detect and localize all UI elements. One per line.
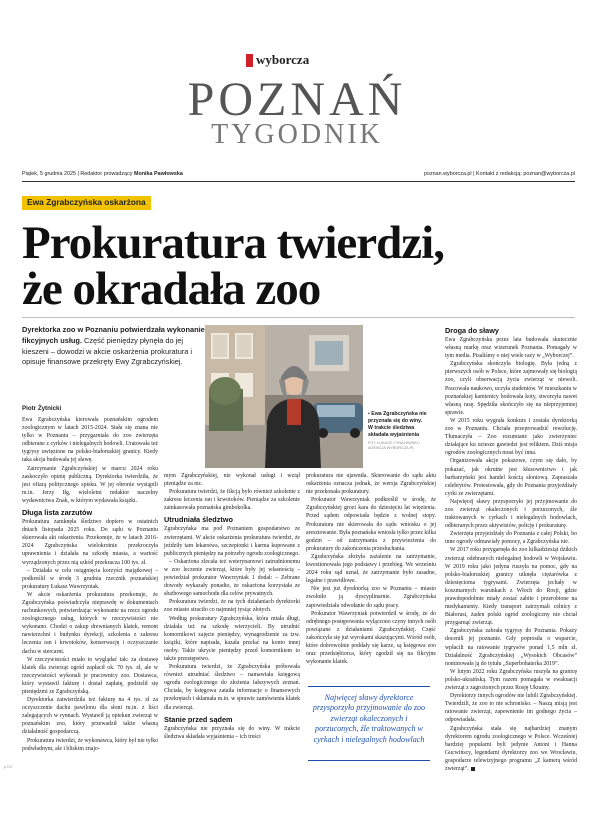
photo-caption — [368, 411, 428, 451]
info-bar — [22, 171, 575, 177]
section-heading: Utrudniała śledztwo — [164, 515, 233, 525]
photo-caption-text — [368, 411, 428, 439]
masthead-weekly: TYGODNIK — [211, 119, 383, 150]
masthead-divider — [22, 181, 575, 182]
col4-paragraph — [445, 725, 577, 774]
info-bar-contact: poznan.wyborcza.pl | Kontakt z redakcją: poznan@wyborcza.pl — [423, 171, 575, 177]
col2-paragraph: – Oskarżona zlecała też weterynarzowi zatrudnionemu w zoo leczenie zwierząt, które były jej własnością – powiedział prokurator Wawrzyniak 1 dodał: – Zebrane dowody wykazały ponadto, że oskarżona korzystała ze służbowego samochodu dla celów prywatnych. — [164, 558, 300, 598]
article-kicker: Ewa Zgrabczyńska oskarżona — [22, 196, 151, 210]
col1-paragraph: Dyrektorka zatwierdziła też fakturę na 4 tys. zł za oczyszczenie dachu pawilonu dla słoni m.in. z liści zalegających w rynnach. Wystawił ją opiekun zwierząt w poznańskim zoo, który przewadził także własną działalność gospodarczą. — [22, 697, 158, 736]
brand-name: wyborcza — [256, 52, 310, 67]
col3-paragraph: prokuratura nie ujawniła. Skierowanie do sądu aktu oskarżenia oznacza jednak, że wersja Zgrabczyńskiej nie przekonała prokuratury. — [306, 473, 436, 496]
col1-paragraph: – Działała w celu osiągnięcia korzyści majątkowej – podkreślił w środę 3 grudnia rzecznik poznańskiej prokuratury Łukasz Wawrzyniak. — [22, 567, 158, 590]
info-bar-left — [22, 171, 183, 177]
article-column-3 — [306, 472, 436, 666]
headline-line-1: Prokuratura twierdzi, — [22, 217, 444, 269]
col1-paragraph: W akcie oskarżenia prokuratura przekonuje, że Zgrabczyńska poświadczyła nieprawdę w dokumentach rachunkowych, potwierdzając wykonanie na rzecz ogrodu zoologicznego usług, których w rzeczywistości nie wykonano. Chodzi o zakup drewnianych klatek, remont nawierzchni i budynku dyrekcji, szkolenia z zakresu leczenia ran i krwotoków, konserwację i oczyszczanie dachu w stercarni. — [22, 591, 158, 655]
brand-logo — [246, 52, 309, 68]
caption-bullet-icon: ▪ — [368, 411, 372, 417]
photo-credit: FOT. ŁUKASZ CYNALEWSKI / AGENCJA WYBORCZA.PL — [368, 441, 421, 450]
col4-paragraph: W 2017 roku przygarnęła do zoo kilkadziesiąt dzikich zwierząt odebranych nielegalnej hodowli w Wojsławiu. W 2019 roku jako jedyna ruszyła na pomoc, gdy na polsko-białoruskiej granicy utknęła ciężarówka z dziesięcioma tygrysami. Zwierzęta jechały w koszmarnych warunkach z Włoch do Rosji, gdzie prawdopodobnie miały zostać zabite i przerobione na medykamenty. Kiedy transport zatrzymali celnicy z Białorusi, żaden polski ogród zoologiczny nie chciał przygarnąć zwierząt. — [445, 547, 577, 627]
col1-paragraph: W rzeczywistości miało to wyglądać tak: za dostawę klatek dla zwierząt ogród zapłacił ok. 70 tys. zł, ale w rzeczywistości wykonali je pracownicy zoo. Dostawca, który wystawił fakturę i dostał zapłatę, podzielił się pieniędzmi ze Zgrabczyńską. — [22, 656, 158, 695]
article-lead — [22, 325, 205, 368]
section-heading: Długa lista zarzutów — [22, 508, 93, 518]
brand-mark-icon — [246, 54, 253, 67]
col4-paragraph: Zgrabczyńska zabrała tygrysy do Poznania. Pokazy docenili jej poznanie. Gdy poprosiła o wsparcie, wpłacili na ratowanie tygrysów ponad 1,5 mln zł. Działalność Zgrabczyńskiej „Wysokich Obcasów” nominowała ją do tytułu „Superbohaterka 2019”. — [445, 628, 577, 667]
article-column-4 — [445, 326, 577, 773]
col4-last-text: Zgrabczyńska stała się najbardziej znanym dyrektorem ogrodu zoologicznego w Polsce. Wcześniej bardziej popularni byli jedynie Antoni i Hanna Gucwińscy, legendarni dyrektorzy zoo we Wrocławiu, gospodarze telewizyjnego programu „Z kamerą wśród zwierząt”. — [445, 725, 577, 772]
col1-paragraph: Prokuratura zamknęła śledztwo dopiero w ostatnich dniach listopada 2025 roku. Do sądu w Poznaniu skierowała akt oskarżenia. Przekonuje, że w latach 2016-2024 Zgrabczyńska wielokrotnie przekroczyła uprawnienia i działała na szkodę miasta, a wartość wyrządzonych przez nią szkód przekracza 100 tys. zł. — [22, 519, 158, 566]
photo-illustration — [205, 325, 363, 468]
col3-paragraph: Nie jest już dyrektorką zoo w Poznaniu – miasto zwolniło ją dyscyplinarnie. Zgrabczyńska zapowiedziała odwołanie do sądu pracy. — [306, 586, 436, 609]
col3-paragraph: Zgrabczyńska złożyła zażalenie na zatrzymanie, kwestionowała jego podstawy i przebieg. We wrześniu 2024 roku sąd uznał, że zatrzymanie było zasadne, legalne i prawidłowe. — [306, 553, 436, 585]
section-heading: Droga do sławy — [445, 326, 499, 335]
col2-paragraph: Według prokuratury Zgrabczyńska, która miała długi, działała też na szkodę wierzycieli. By utrudnić komornikowi zajęcie pieniędzy, wynagrodzenie za tzw. książki, które napisała, kazała przelać na konto innej osoby. Takie ukrycie pieniędzy przed komornikiem to także przestępstwo. — [164, 615, 300, 662]
pullquote: Najwięcej sławy dyrektorce przysporzyło przyjmowanie do zoo zwierząt okaleczonych i porzuconych, źle traktowanych w cyrkach i nielegalnych hodowlach — [312, 693, 426, 744]
col2-paragraph: Prokuratura twierdzi, że fikcją było również szkolenie z zakresu leczenia ran i krwotoków. Pieniądze za szkolenie zainkasowała poznańska gimbokolka. — [164, 489, 300, 512]
pullquote-rule-top — [308, 686, 430, 687]
article-column-1 — [22, 404, 158, 753]
issue-date: Piątek, 5 grudnia 2025 | Redaktor prowadzący — [22, 171, 133, 177]
col4-paragraph: Najwięcej sławy przysporzyło jej przyjmowanie do zoo zwierząt okaleczonych i porzuconych, źle traktowanych w cyrkach i nielegalnych hodowlach, odbieranych przez aktywistów, policję i prokuraturę. — [445, 498, 577, 530]
col3-paragraph: Prokurator Wawrzyniak potwierdził w środę, że do odrębnego postępowania wyłączono czyny innych osób powiązane z działaniami Zgrabczyńskiej. Część zakończyła się już wyrokami skazującymi. Wśród osób, które dobrowolnie poddały się karze, są księgowa zoo oraz przedsiębiorca, który zgodził się na fikcyjne wykonanie klatek. — [306, 610, 436, 666]
masthead-city: POZNAŃ — [187, 73, 407, 126]
col2-paragraph: Zgrabczyńska ma pod Poznaniem gospodarstwo ze zwierzętami. W akcie oskarżenia prokuratura twierdzi, że jeździły tam lekarstwa, szczepionki i karma kupowane z publicznych pieniędzy na potrzeby ogrodu zoologicznego. — [164, 526, 300, 557]
end-of-article-icon — [471, 767, 475, 771]
headline-line-2: że okradała zoo — [22, 263, 321, 315]
col4-paragraph: Zwierzęta przyjeżdżały do Poznania z całej Polski, bo inne ogrody odmawiały pomocy, a Zgrabczyńska nie. — [445, 531, 577, 546]
col1-paragraph: Prokuratura twierdzi, że wykonawca, który był nie tylko podwładnym, ale i bliskim znajo- — [22, 737, 158, 752]
article-author: Piotr Żytnicki — [22, 405, 62, 412]
col4-paragraph: Ewa Zgrabczyńska przez lata budowała skutecznie własną markę oraz wizerunek Poznania. Pomagały w tym media. Pisaliśmy o niej wiele razy w „Wyborczej”. — [445, 337, 577, 360]
pullquote-rule-bottom — [308, 760, 430, 761]
col4-paragraph: W 2015 roku wygrała konkurs i została dyrektorką zoo w Poznaniu. Chciała przeprowadzić rewolucję. Tłumaczyła – Zoo rozumiane jako zwierzyniec działające ku uciesze gawiedzi jest reliktem. Dziś misja ogrodów zoologicznych musi być inna. — [445, 417, 577, 457]
col4-paragraph: W lutym 2022 roku Zgrabczyńska ruszyła na granicę polsko-ukraińską. Tym razem pomagała w ewakuacji zwierząt z zagrożonych przez Rosję Ukrainy. — [445, 668, 577, 692]
col1-paragraph: Zatrzymanie Zgrabczyńskiej w marcu 2024 roku zaskoczyło opinię publiczną. Dyrektorka twierdziła, że jest ofiarą politycznego spisku. W jej obronie wystąpili m.in. Jerzy Iłg, wieloletni redaktor naczelny wydawnictwa Znak, w którym wydawała książki. — [22, 465, 158, 504]
col1-paragraph: Ewa Zgrabczyńska kierowała poznańskim ogrodem zoologicznym w latach 2015-2024. Stała się znana nie tylko w Poznaniu – przygarniała do zoo zwierzęta odbierane z cyrków i nielegalnych hodowli. Uratowała też tygrysy uwięzione na polsko-białoruskiej granicy. Kiedy taka akcja budowała jej sławę. — [22, 417, 158, 464]
headline-divider — [22, 317, 575, 318]
col2-paragraph: Zgrabczyńska nie przyznała się do winy. W trakcie śledztwa składała wyjaśnienia – ich treści — [164, 725, 300, 740]
article-headline — [22, 217, 582, 315]
page-code: p7/d — [4, 764, 12, 769]
col3-paragraph: Prokurator Wawrzyniak podkreślił w środę, że Zgrabczyńskiej grozi kara do dziesięciu lat więzienia. Przed sądem odpowiada będzie z wolnej stopy. Prokuratura nie skierowała do sądu wniosku o jej aresztowanie. Była poznańska wniosła tylko przez kilka godzin – od zatrzymania z przywiezienia do prokuratury do zakończenia przesłuchania. — [306, 497, 436, 552]
col2-paragraph: Prokuratura twierdzi, że Zgrabczyńska próbowała również utrudniać śledztwo – namawiała księgową ogrodu zoologicznego do złożenia fałszywych zeznań. Chciała, by księgowa zataiła informacje o finansowych przekrętach i skłamała m.in. w sprawie zamówienia klatek dla zwierząt. — [164, 664, 300, 711]
col4-paragraph: Zgrabczyńska skończyła biologię. Była jedną z pierwszych osób w Polsce, które zajmowały się biologią zoo, czyli obserwacją życia zwierząt w niewoli. Pracowała naukowo, uczyła studentów. W mieszkaniu w poznańskiej kamienicy hodowała koty, stworzyła nawet własną rasę. Spędziła skończyło się na nieprzyjemnej sprawie. — [445, 361, 577, 416]
lead-bold: Dyrektorka zoo w Poznaniu potwierdzała wykonanie fikcyjnych usług. — [22, 325, 205, 345]
lead-light: Część pieniędzy płynęła do jej kieszeni – dowodzi w akcie oskarżenia prokuratura i opisuje finansowe przekręty Ewy Zgrabczyńskiej. — [22, 335, 193, 367]
article-photo — [205, 325, 363, 468]
col2-paragraph: mym Zgrabczyńskiej, nie wykonał usługi i wziął pieniądze za nic. — [164, 473, 300, 488]
section-heading: Stanie przed sądem — [164, 714, 233, 724]
editor-name: Monika Pawłowska — [133, 171, 183, 177]
col4-paragraph: Organizowała akcje pokazowe, czym się dało, by pokazać, jak okrutne jest kłusownictwo i jak barbarzyński jest handel kością słoniową. Zapraszała celebrytów. Protestowała, gdy do Poznania przyjeżdżały cyrki ze zwierzętami. — [445, 458, 577, 497]
col4-paragraph: Dyrektorzy innych ogrodów nie lubili Zgrabczyńskiej. Twierdzili, że zoo to nie schronisko. – Naszą misją jest ratowanie zwierząt, zapewnienie im godnego życia – odpowiadała. — [445, 693, 577, 724]
col2-paragraph: Prokuratura twierdzi, że na tych działaniach dyrektorki zoo miasto straciło co najmniej tysiąc złotych. — [164, 599, 300, 614]
caption-body: Ewa Zgrabczyńska nie przyznała się do winy. W trakcie śledztwa składała wyjaśnienia — [368, 411, 427, 438]
article-column-2 — [164, 472, 300, 741]
